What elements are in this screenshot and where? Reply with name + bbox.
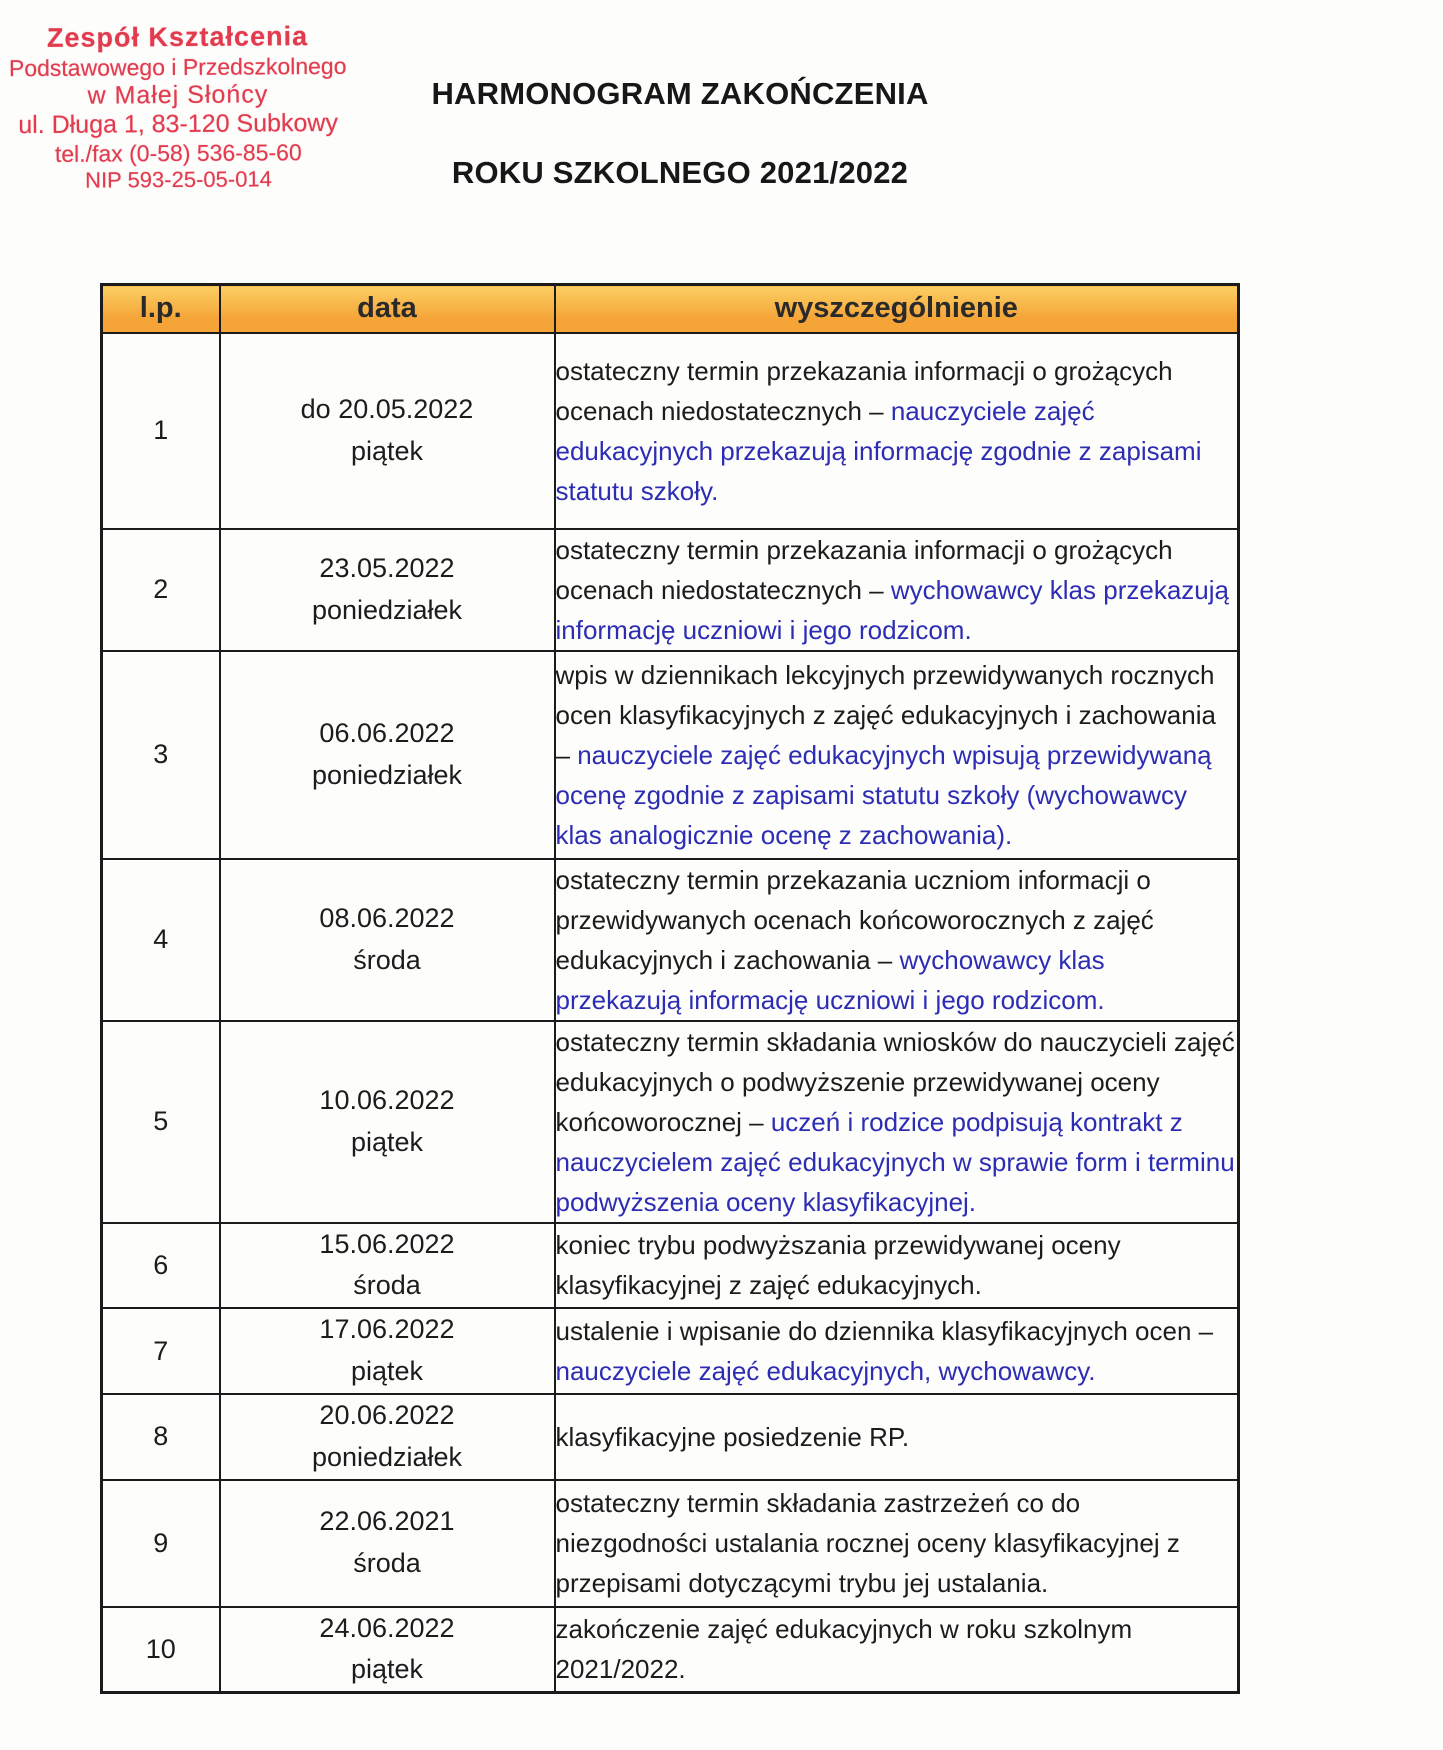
table-row (102, 651, 1239, 859)
table-row (102, 333, 1239, 529)
date-weekday: poniedziałek (311, 1441, 463, 1472)
date-value: do 20.05.2022 (300, 393, 474, 424)
document-title-line-2: ROKU SZKOLNEGO 2021/2022 (451, 155, 909, 190)
row-number: 8 (102, 1394, 220, 1480)
row-detail-cell (555, 1394, 1239, 1480)
date-value: 06.06.2022 (319, 717, 455, 748)
row-detail-cell (555, 1480, 1239, 1607)
date-value: 08.06.2022 (319, 902, 455, 933)
detail-text: ostateczny termin przekazania informacji o grożących ocenach niedostatecznych – (555, 534, 1173, 605)
table-header-row (102, 285, 1239, 333)
detail-text: ustalenie i wpisanie do dziennika klasyfikacyjnych ocen – (555, 1316, 1214, 1347)
row-detail-cell (555, 333, 1239, 529)
row-number: 4 (102, 859, 220, 1021)
header-cell-date: data (220, 285, 555, 333)
table-row (102, 1394, 1239, 1480)
schedule-table (100, 283, 1240, 1694)
row-date-cell (220, 1607, 555, 1693)
row-date-cell (220, 1021, 555, 1223)
date-weekday: środa (353, 1548, 421, 1579)
row-number: 7 (102, 1308, 220, 1394)
table-row (102, 1223, 1239, 1309)
header-cell-detail: wyszczególnienie (555, 285, 1239, 333)
row-detail-cell (555, 529, 1239, 651)
detail-text: zakończenie zajęć edukacyjnych w roku szkolnym 2021/2022. (555, 1614, 1133, 1685)
date-value: 23.05.2022 (319, 552, 455, 583)
date-value: 17.06.2022 (319, 1314, 455, 1345)
table-row (102, 1607, 1239, 1693)
row-date-cell (220, 1394, 555, 1480)
stamp-locality: w Małej Słońcy (87, 80, 269, 110)
row-number: 1 (102, 333, 220, 529)
table-row (102, 1021, 1239, 1223)
row-date-cell (220, 651, 555, 859)
detail-text-blue: uczeń i rodzice podpisują kontrakt z nauczycielem zajęć edukacyjnych w sprawie form i terminu podwyższenia oceny klasyfikacyjnej. (555, 1106, 1235, 1217)
row-date-cell (220, 333, 555, 529)
row-detail-cell (555, 1223, 1239, 1309)
document-title (395, 76, 965, 191)
detail-text-blue: nauczyciele zajęć edukacyjnych, wychowawcy. (555, 1356, 1096, 1387)
date-value: 24.06.2022 (319, 1612, 455, 1643)
detail-text: ostateczny termin przekazania informacji o grożących ocenach niedostatecznych – (555, 355, 1173, 426)
date-weekday: środa (353, 1270, 421, 1301)
row-number: 2 (102, 529, 220, 651)
detail-text-blue: wychowawcy klas przekazują informację uczniowi i jego rodzicom. (555, 574, 1229, 645)
stamp-school-name-2: Podstawowego i Przedszkolnego (8, 52, 347, 82)
date-weekday: piątek (350, 435, 424, 466)
stamp-phone: tel./fax (0-58) 536-85-60 (54, 139, 302, 167)
detail-text: klasyfikacyjne posiedzenie RP. (555, 1421, 910, 1452)
date-weekday: piątek (350, 1356, 424, 1387)
detail-text-blue: nauczyciele zajęć edukacyjnych wpisują przewidywaną ocenę zgodnie z zapisami statutu szkoły (wychowawcy klas analogicznie ocenę z zachowania). (555, 739, 1212, 850)
date-weekday: poniedziałek (311, 759, 463, 790)
detail-text-blue: nauczyciele zajęć edukacyjnych przekazują informację zgodnie z zapisami statutu szkoły. (555, 395, 1202, 506)
detail-text: koniec trybu podwyższania przewidywanej oceny klasyfikacyjnej z zajęć edukacyjnych. (555, 1230, 1121, 1301)
table-row (102, 859, 1239, 1021)
row-detail-cell (555, 1021, 1239, 1223)
stamp-address: ul. Długa 1, 83-120 Subkowy (18, 109, 339, 140)
detail-text-blue: wychowawcy klas przekazują informację uczniowi i jego rodzicom. (555, 944, 1105, 1015)
stamp-nip: NIP 593-25-05-014 (85, 166, 272, 193)
detail-text: ostateczny termin przekazania uczniom informacji o przewidywanych ocenach końcoworocznych z zajęć edukacyjnych i zachowania – (555, 864, 1154, 975)
row-detail-cell (555, 1308, 1239, 1394)
row-detail-cell (555, 651, 1239, 859)
row-number: 9 (102, 1480, 220, 1607)
date-weekday: środa (353, 944, 421, 975)
row-date-cell (220, 859, 555, 1021)
table-row (102, 1480, 1239, 1607)
detail-text: ostateczny termin składania wniosków do nauczycieli zajęć edukacyjnych o podwyższenie przewidywanej oceny końcoworocznej – (555, 1026, 1235, 1137)
row-detail-cell (555, 859, 1239, 1021)
row-date-cell (220, 1223, 555, 1309)
document-title-line-1: HARMONOGRAM ZAKOŃCZENIA (431, 76, 929, 111)
school-stamp (7, 21, 348, 194)
row-detail-cell (555, 1607, 1239, 1693)
table-row (102, 1308, 1239, 1394)
date-value: 10.06.2022 (319, 1084, 455, 1115)
row-number: 6 (102, 1223, 220, 1309)
row-number: 5 (102, 1021, 220, 1223)
date-weekday: piątek (350, 1126, 424, 1157)
row-number: 3 (102, 651, 220, 859)
date-weekday: piątek (350, 1654, 424, 1685)
date-value: 22.06.2021 (319, 1506, 455, 1537)
table-row (102, 529, 1239, 651)
detail-text: ostateczny termin składania zastrzeżeń co do niezgodności ustalania rocznej oceny klasyfikacyjnej z przepisami dotyczącymi trybu jej ustalania. (555, 1488, 1180, 1599)
date-value: 15.06.2022 (319, 1228, 455, 1259)
date-weekday: poniedziałek (311, 594, 463, 625)
date-value: 20.06.2022 (319, 1399, 455, 1430)
stamp-school-name: Zespół Kształcenia (46, 21, 309, 53)
row-date-cell (220, 529, 555, 651)
row-number: 10 (102, 1607, 220, 1693)
header-cell-number: l.p. (102, 285, 220, 333)
row-date-cell (220, 1480, 555, 1607)
detail-text: wpis w dziennikach lekcyjnych przewidywanych rocznych ocen klasyfikacyjnych z zajęć edukacyjnych i zachowania – (555, 659, 1216, 770)
row-date-cell (220, 1308, 555, 1394)
